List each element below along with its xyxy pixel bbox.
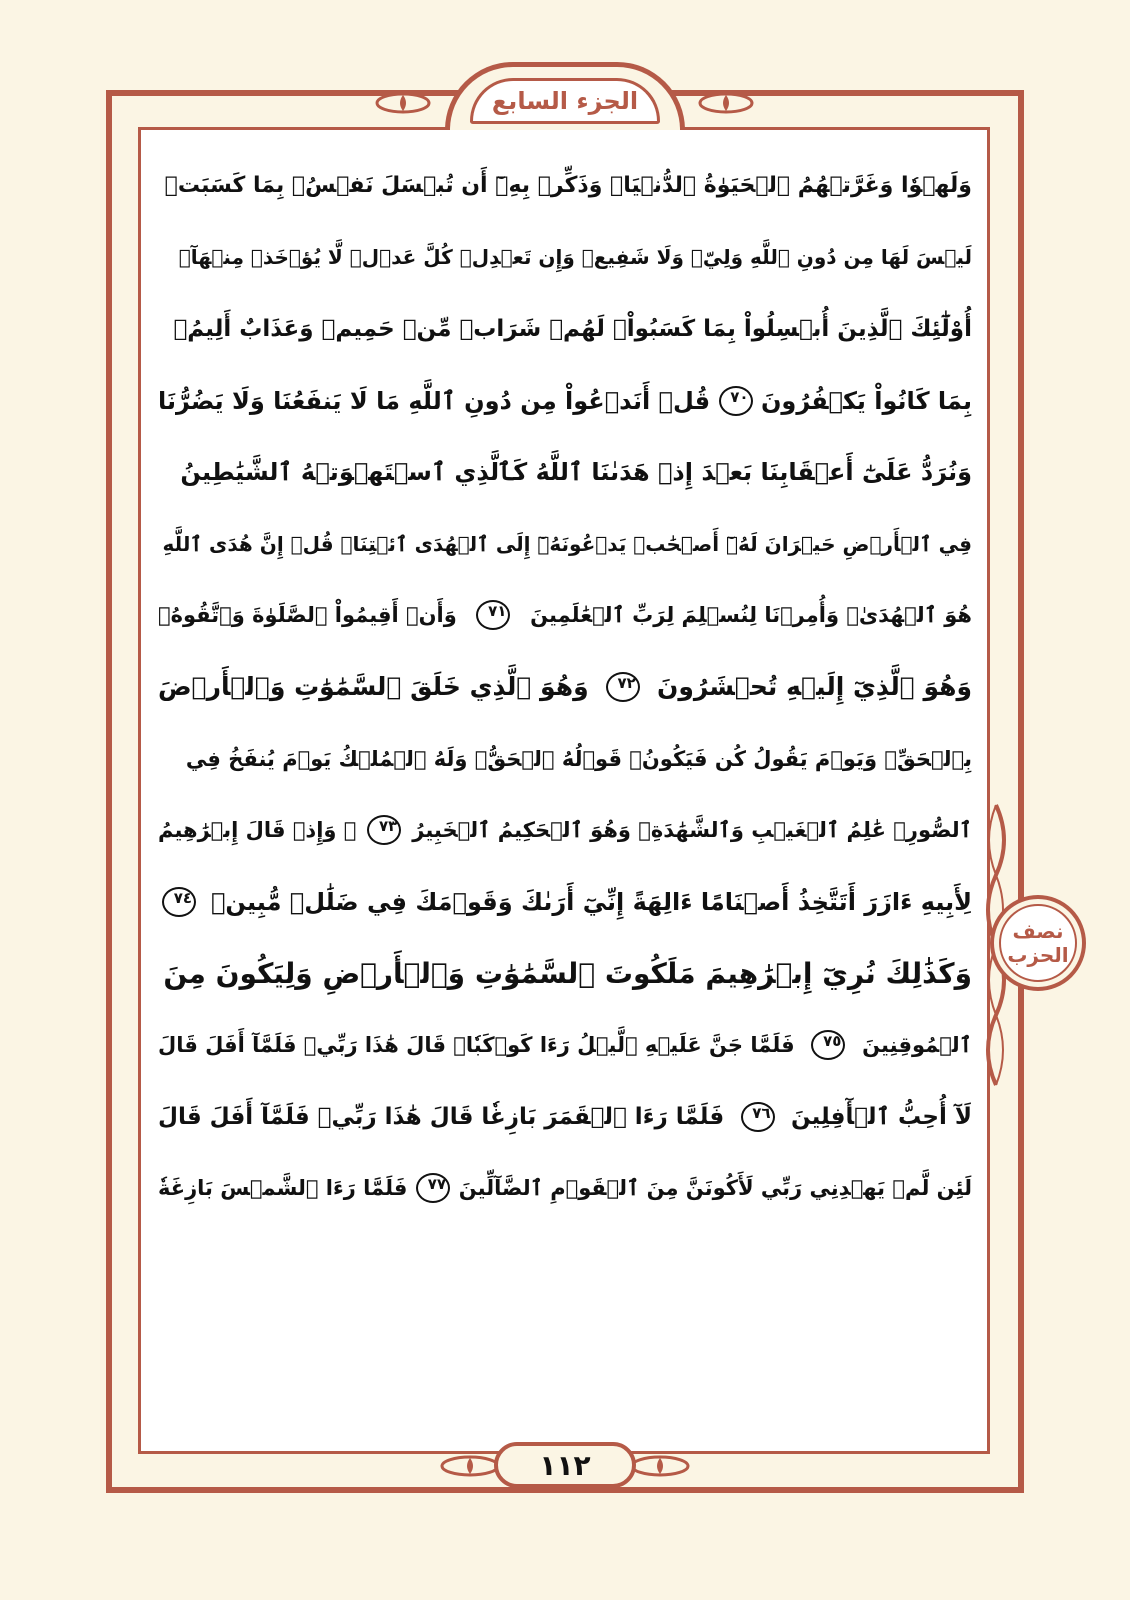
verse-text-segment: بِمَا كَانُواْ يَكۡفُرُونَ xyxy=(760,386,972,415)
page-number-cartouche xyxy=(494,1442,636,1488)
ayah-number-marker: ٧١ xyxy=(476,600,510,630)
quran-text-area xyxy=(158,150,972,1440)
verse-line xyxy=(158,222,972,294)
verse-text-segment: لَئِن لَّمۡ يَهۡدِنِي رَبِّي لَأَكُونَنَّ مِنَ ٱلۡقَوۡمِ ٱلضَّآلِّينَ xyxy=(458,1176,972,1201)
verse-text-segment: ۞ وَإِذۡ قَالَ إِبۡرَٰهِيمُ xyxy=(158,818,357,843)
verse-text-segment: قُلۡ أَنَدۡعُواْ مِن دُونِ ٱللَّهِ مَا لَا يَنفَعُنَا وَلَا يَضُرُّنَا xyxy=(158,386,711,415)
ayah-number-marker: ٧٣ xyxy=(367,815,401,845)
verse-text-segment: وَهُوَ ٱلَّذِي خَلَقَ ٱلسَّمَٰوَٰتِ وَٱلۡأَرۡضَ xyxy=(158,672,589,702)
juz-header-inner xyxy=(470,78,660,124)
verse-text-segment: لِأَبِيهِ ءَازَرَ أَتَتَّخِذُ أَصۡنَامًا ءَالِهَةً إِنِّيٓ أَرَىٰكَ وَقَوۡمَكَ فِي ضَلَٰلٖ مُّبِينٖ xyxy=(211,887,972,916)
hizb-marker-inner xyxy=(999,904,1077,982)
verse-line xyxy=(158,1009,972,1081)
ayah-number-marker: ٧٤ xyxy=(162,887,196,917)
ayah-number-marker: ٧٢ xyxy=(606,672,640,702)
verse-text-segment: ٱلۡمُوقِنِينَ xyxy=(862,1032,972,1057)
verse-line xyxy=(158,150,972,222)
verse-text-segment: هُوَ ٱلۡهُدَىٰۖ وَأُمِرۡنَا لِنُسۡلِمَ لِرَبِّ ٱلۡعَٰلَمِينَ xyxy=(530,603,972,628)
juz-header-cartouche xyxy=(445,62,685,130)
verse-line xyxy=(158,794,972,866)
ayah-number-marker: ٧٧ xyxy=(416,1173,450,1203)
verse-line xyxy=(158,436,972,508)
verse-text-segment: لَآ أُحِبُّ ٱلۡأٓفِلِينَ xyxy=(790,1103,972,1130)
verse-line xyxy=(158,580,972,652)
verse-line xyxy=(158,866,972,938)
verse-text-segment: وَلَهۡوٗا وَغَرَّتۡهُمُ ٱلۡحَيَوٰةُ ٱلدُّنۡيَاۚ وَذَكِّرۡ بِهِۦٓ أَن تُبۡسَلَ نَفۡسُۢ بِمَا كَسَبَتۡ xyxy=(164,173,972,199)
verse-text-segment: أُوْلَٰٓئِكَ ٱلَّذِينَ أُبۡسِلُواْ بِمَا كَسَبُواْۖ لَهُمۡ شَرَابٞ مِّنۡ حَمِيمٖ وَعَذَابٌ أَلِيمُۢ xyxy=(173,315,972,342)
verse-text-segment: ٱلصُّورِۚ عَٰلِمُ ٱلۡغَيۡبِ وَٱلشَّهَٰدَةِۚ وَهُوَ ٱلۡحَكِيمُ ٱلۡخَبِيرُ xyxy=(412,818,972,843)
ayah-number-marker: ٧٦ xyxy=(741,1102,775,1132)
verse-text-segment: وَنُرَدُّ عَلَىٰٓ أَعۡقَابِنَا بَعۡدَ إِذۡ هَدَىٰنَا ٱللَّهُ كَٱلَّذِي ٱسۡتَهۡوَتۡهُ ٱلشَّيَٰطِينُ xyxy=(180,458,972,487)
hizb-label-line1: نصف xyxy=(1012,919,1064,943)
verse-text-segment: وَكَذَٰلِكَ نُرِيٓ إِبۡرَٰهِيمَ مَلَكُوتَ ٱلسَّمَٰوَٰتِ وَٱلۡأَرۡضِ وَلِيَكُونَ مِنَ xyxy=(163,956,972,990)
page-number: ١١٢ xyxy=(539,1448,591,1482)
verse-text-segment: بِٱلۡحَقِّۖ وَيَوۡمَ يَقُولُ كُن فَيَكُونُۚ قَوۡلُهُ ٱلۡحَقُّۚ وَلَهُ ٱلۡمُلۡكُ يَوۡمَ يُنفَخُ فِي xyxy=(185,746,972,771)
verse-line xyxy=(158,651,972,723)
header-ornament-left-icon xyxy=(375,92,431,114)
verse-line xyxy=(158,1081,972,1153)
verse-text-segment: فِي ٱلۡأَرۡضِ حَيۡرَانَ لَهُۥٓ أَصۡحَٰبٞ يَدۡعُونَهُۥٓ إِلَى ٱلۡهُدَى ٱئۡتِنَاۗ قُلۡ إِنَّ هُدَى ٱللَّهِ xyxy=(162,531,972,556)
ayah-number-marker: ٧٠ xyxy=(719,386,753,416)
verse-line xyxy=(158,1152,972,1224)
verse-text-segment: وَهُوَ ٱلَّذِيٓ إِلَيۡهِ تُحۡشَرُونَ xyxy=(656,672,972,702)
hizb-marker xyxy=(990,895,1086,991)
ayah-number-marker: ٧٥ xyxy=(811,1030,845,1060)
header-ornament-right-icon xyxy=(698,92,754,114)
verse-text-segment: وَأَنۡ أَقِيمُواْ ٱلصَّلَوٰةَ وَٱتَّقُوهُۚ xyxy=(158,603,457,628)
verse-text-segment: فَلَمَّا رَءَا ٱلشَّمۡسَ بَازِغَةٗ xyxy=(158,1176,408,1201)
footer-ornament-right-icon xyxy=(630,1455,690,1477)
verse-line xyxy=(158,938,972,1010)
verse-text-segment: لَيۡسَ لَهَا مِن دُونِ ٱللَّهِ وَلِيّٞ وَلَا شَفِيعٞ وَإِن تَعۡدِلۡ كُلَّ عَدۡلٖ لَّا يُؤۡخَذۡ مِنۡهَآۗ xyxy=(178,245,972,270)
verse-line xyxy=(158,293,972,365)
verse-text-segment: فَلَمَّا رَءَا ٱلۡقَمَرَ بَازِغٗا قَالَ هَٰذَا رَبِّيۖ فَلَمَّآ أَفَلَ قَالَ xyxy=(158,1103,725,1130)
juz-title: الجزء السابع xyxy=(491,87,639,115)
hizb-label-line2: الحزب xyxy=(1007,943,1069,967)
verse-text-segment: فَلَمَّا جَنَّ عَلَيۡهِ ٱلَّيۡلُ رَءَا كَوۡكَبٗاۖ قَالَ هَٰذَا رَبِّيۖ فَلَمَّآ أَفَلَ قَالَ xyxy=(158,1032,795,1057)
verse-line xyxy=(158,723,972,795)
verse-line xyxy=(158,365,972,437)
verse-line xyxy=(158,508,972,580)
footer-ornament-left-icon xyxy=(440,1455,500,1477)
